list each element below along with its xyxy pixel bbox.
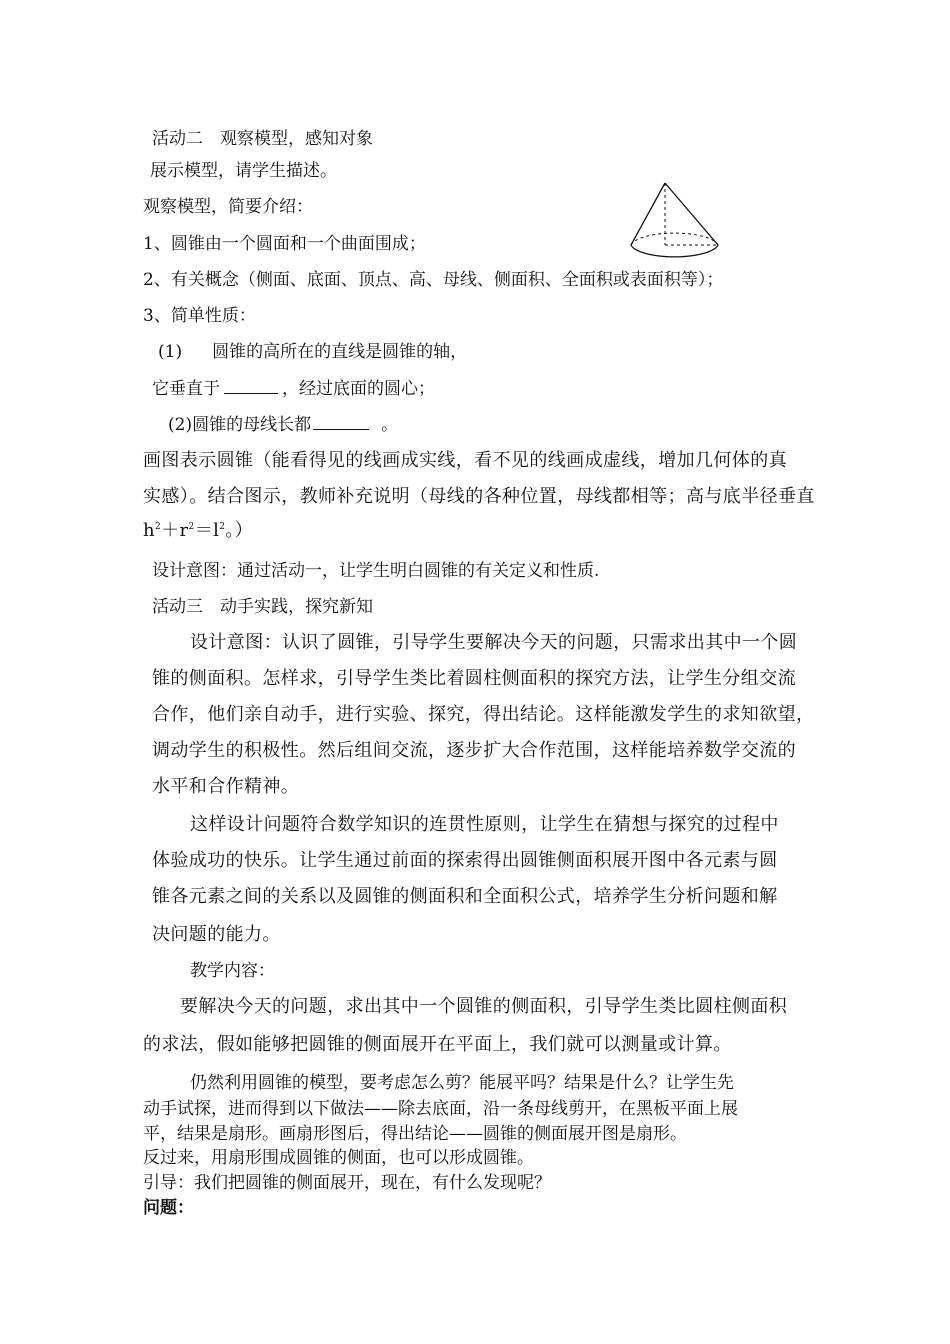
formula-equals-l: ＝l <box>194 520 220 541</box>
formula-end: 。） <box>225 520 254 541</box>
property-1-text: 圆锥的高所在的直线是圆锥的轴， <box>212 342 468 362</box>
cone-base-front-arc <box>631 245 718 257</box>
formula-h: h <box>143 520 155 541</box>
teaching-content-title: 教学内容： <box>190 961 275 981</box>
paragraph-1-line-5: 水平和合作精神。 <box>152 776 300 797</box>
paragraph-1-line-3: 合作，他们亲自动手，进行实验、探究，得出结论。这样能激发学生的求知欲望， <box>152 704 815 725</box>
property-1-prefix: 它垂直于 <box>152 379 220 399</box>
paragraph-4-line-2: 动手试探，进而得到以下做法——除去底面，沿一条母线剪开，在黑板平面上展 <box>143 1099 738 1119</box>
cone-base-back-arc <box>631 233 718 245</box>
item-1: 1、圆锥由一个圆面和一个曲面围成； <box>143 234 426 254</box>
paragraph-2-line-2: 体验成功的快乐。让学生通过前面的探索得出圆锥侧面积展开图中各元素与圆 <box>152 850 778 871</box>
design-intent-1: 设计意图：通过活动一，让学生明白圆锥的有关定义和性质. <box>152 561 600 581</box>
paragraph-3-line-2: 的求法，假如能够把圆锥的侧面展开在平面上，我们就可以测量或计算。 <box>143 1034 732 1055</box>
property-2-suffix: 。 <box>381 415 399 435</box>
paragraph-1-line-1: 设计意图：认识了圆锥，引导学生要解决今天的问题，只需求出其中一个圆 <box>190 632 798 653</box>
fill-blank-2[interactable] <box>313 413 369 430</box>
property-1 <box>158 341 467 363</box>
guide-question: 引导：我们把圆锥的侧面展开，现在，有什么发现呢？ <box>143 1173 551 1193</box>
cone-right-generatrix <box>665 183 718 245</box>
activity3-title: 活动三 动手实践，探究新知 <box>152 597 373 617</box>
item-2: 2、有关概念（侧面、底面、顶点、高、母线、侧面积、全面积或表面积等）； <box>143 270 724 290</box>
formula-exponent: 2 <box>188 522 195 532</box>
pythagorean-formula <box>143 520 253 542</box>
show-model-line: 展示模型，请学生描述。 <box>150 161 337 181</box>
paragraph-4-line-1: 仍然利用圆锥的模型，要考虑怎么剪？能展平吗？结果是什么？让学生先 <box>190 1073 734 1093</box>
item-3: 3、简单性质： <box>143 306 256 326</box>
paragraph-1-line-2: 锥的侧面积。怎样求，引导学生类比着圆柱侧面积的探究方法，让学生分组交流 <box>152 668 796 689</box>
paragraph-2-line-1: 这样设计问题符合数学知识的连贯性原则，让学生在猜想与探究的过程中 <box>190 814 779 835</box>
paragraph-1-line-4: 调动学生的积极性。然后组间交流，逐步扩大合作范围，这样能培养数学交流的 <box>152 740 796 761</box>
formula-plus-r: ＋r <box>161 520 189 541</box>
question-label: 问题： <box>143 1198 194 1218</box>
paragraph-2-line-3: 锥各元素之间的关系以及圆锥的侧面积和全面积公式，培养学生分析问题和解 <box>152 886 778 907</box>
property-1-number: (1) <box>158 342 183 362</box>
paragraph-3-line-1: 要解决今天的问题，求出其中一个圆锥的侧面积，引导学生类比圆柱侧面积 <box>180 996 788 1017</box>
activity2-title: 活动二 观察模型，感知对象 <box>152 129 373 149</box>
paragraph-4-line-4: 反过来，用扇形围成圆锥的侧面，也可以形成圆锥。 <box>143 1148 534 1168</box>
paragraph-2-line-4: 决问题的能力。 <box>152 924 281 945</box>
formula-exponent: 2 <box>219 522 226 532</box>
paragraph-4-line-3: 平，结果是扇形。画扇形图后，得出结论——圆锥的侧面展开图是扇形。 <box>143 1124 687 1144</box>
property-2 <box>168 413 398 436</box>
property-1-suffix: ，经过底面的圆心； <box>282 379 435 399</box>
observe-intro-line: 观察模型，简要介绍： <box>143 197 313 217</box>
draw-instruction-line-2: 实感）。结合图示，教师补充说明（母线的各种位置，母线都相等；高与底半径垂直 <box>143 486 815 507</box>
fill-blank-1[interactable] <box>224 377 278 394</box>
property-2-prefix: (2)圆锥的母线长都 <box>168 415 312 435</box>
draw-instruction-line-1: 画图表示圆锥（能看得见的线画成实线，看不见的线画成虚线，增加几何体的真 <box>143 450 787 471</box>
property-1-continued <box>152 377 435 400</box>
formula-exponent: 2 <box>155 522 162 532</box>
